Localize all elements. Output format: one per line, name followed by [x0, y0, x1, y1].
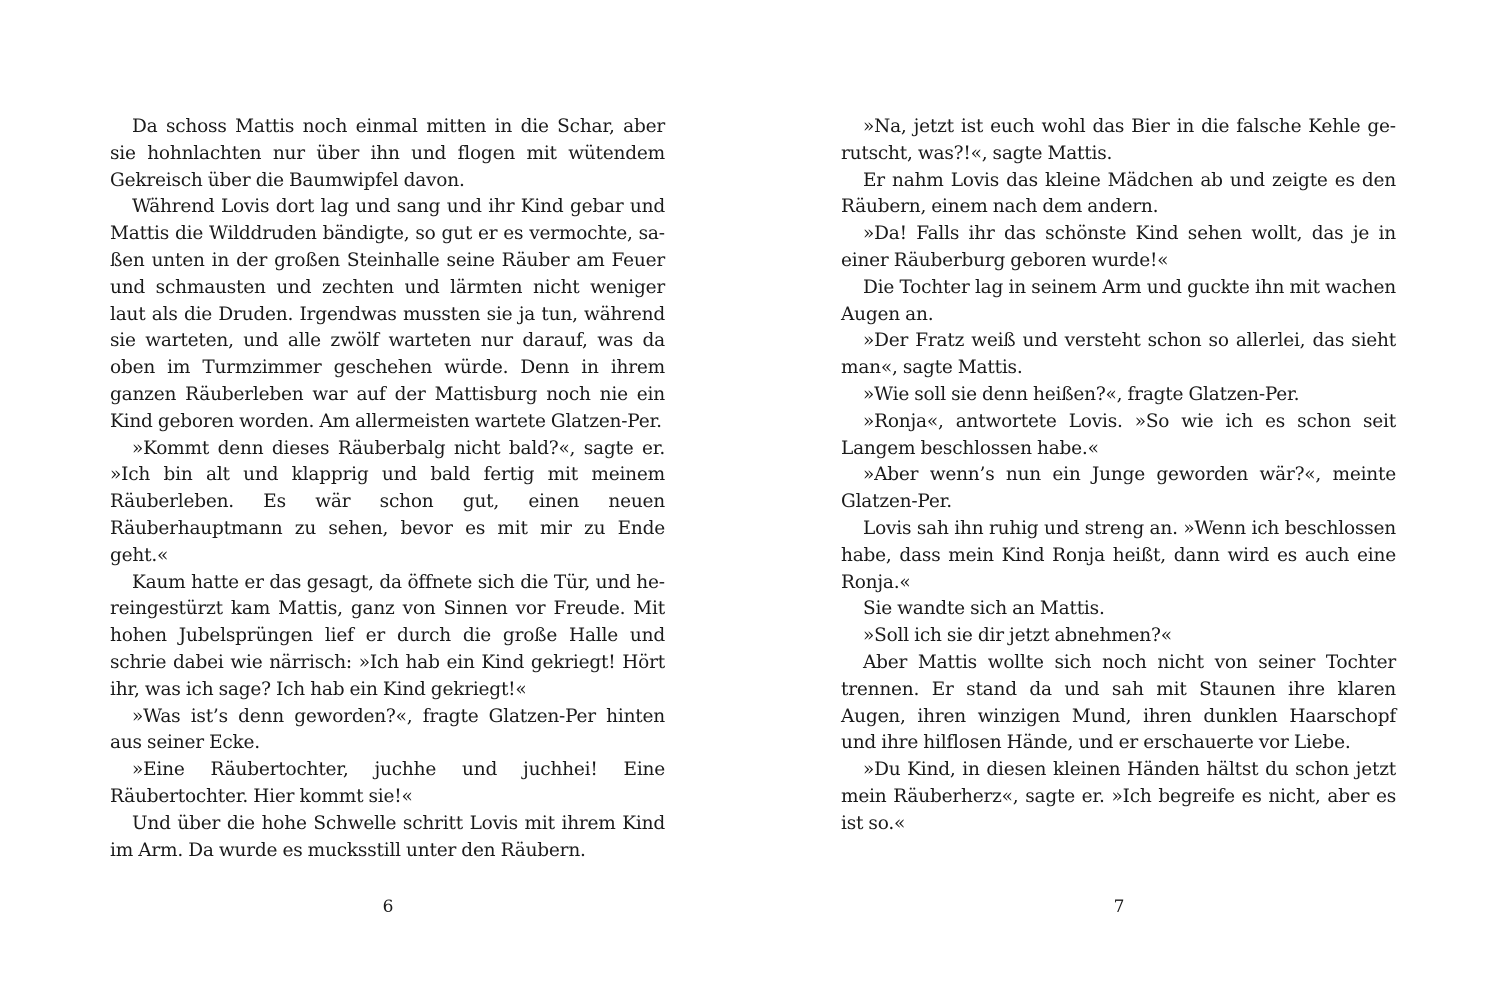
paragraph: »Da! Falls ihr das schönste Kind sehen wollt, das je in einer Räuberburg geboren wurde!«	[841, 223, 1396, 271]
paragraph: Aber Mattis wollte sich noch nicht von seiner Tochter trennen. Er stand da und sah mit Staunen ihre klaren Augen, ihren winzigen Mund, ihren dunklen Haarschopf und ihre hilflosen Hände, und er erschauerte vor Liebe.	[841, 651, 1396, 754]
paragraph: Kaum hatte er das gesagt, da öffnete sich die Tür, und hereingestürzt kam Mattis, ganz von Sinnen vor Freude. Mit hohen Jubelsprüngen lief er durch die große Halle und schrie dabei wie närrisch: »Ich hab ein Kind gekriegt! Hört ihr, was ich sage? Ich hab ein Kind gekriegt!«	[110, 571, 665, 700]
page-number: 6	[382, 897, 394, 917]
paragraph: Sie wandte sich an Mattis.	[863, 598, 1105, 620]
paragraph: Er nahm Lovis das kleine Mädchen ab und zeigte es den Räubern, einem nach dem andern.	[841, 169, 1396, 218]
page-number: 7	[1113, 897, 1125, 917]
paragraph: Während Lovis dort lag und sang und ihr Kind gebar und Mattis die Wilddruden bändigte, so gut er es vermochte, saßen unten in der großen Steinhalle seine Räuber am Feuer und schmausten und zechten und lärmten nicht weniger laut als die Druden. Irgendwas mussten sie ja tun, während sie warteten, und alle zwölf warteten nur darauf, was da oben im Turmzimmer geschehen würde. Denn in ihrem ganzen Räuberleben war auf der Mattisburg noch nie ein Kind geboren worden. Am allermeisten wartete Glatzen-Per.	[110, 196, 665, 432]
paragraph: Und über die hohe Schwelle schritt Lovis mit ihrem Kind im Arm. Da wurde es mucksstill unter den Räubern.	[110, 812, 665, 861]
left-page	[110, 114, 665, 864]
paragraph: Die Tochter lag in seinem Arm und guckte ihn mit wachen Augen an.	[841, 276, 1396, 325]
paragraph: »Na, jetzt ist euch wohl das Bier in die falsche Kehle gerutscht, was?!«, sagte Mattis.	[841, 116, 1396, 164]
paragraph: »Du Kind, in diesen kleinen Händen hältst du schon jetzt mein Räuberherz«, sagte er. »Ich begreife es nicht, aber es ist so.«	[841, 759, 1396, 834]
paragraph: »Der Fratz weiß und versteht schon so allerlei, das sieht man«, sagte Mattis.	[841, 330, 1396, 379]
paragraph: »Wie soll sie denn heißen?«, fragte Glatzen-Per.	[863, 383, 1300, 405]
right-page	[841, 114, 1396, 838]
paragraph: »Was ist’s denn geworden?«, fragte Glatzen-Per hinten aus seiner Ecke.	[110, 705, 665, 754]
paragraph: »Ronja«, antwortete Lovis. »So wie ich es schon seit Langem beschlossen habe.«	[841, 410, 1396, 459]
paragraph: Lovis sah ihn ruhig und streng an. »Wenn ich beschlossen habe, dass mein Kind Ronja heißt, dann wird es auch eine Ronja.«	[841, 517, 1396, 593]
paragraph: »Kommt denn dieses Räuberbalg nicht bald?«, sagte er. »Ich bin alt und klapprig und bald fertig mit meinem Räuberleben. Es wär schon gut, einen neuen Räuberhauptmann zu sehen, bevor es mit mir zu Ende geht.«	[110, 437, 665, 566]
paragraph: »Aber wenn’s nun ein Junge geworden wär?«, meinte Glatzen-Per.	[841, 464, 1396, 513]
paragraph: »Soll ich sie dir jetzt abnehmen?«	[863, 625, 1172, 647]
paragraph: »Eine Räubertochter, juchhe und juchhei! Eine Räubertochter. Hier kommt sie!«	[110, 759, 665, 807]
paragraph: Da schoss Mattis noch einmal mitten in die Schar, aber sie hohnlachten nur über ihn und flogen mit wütendem Gekreisch über die Baumwipfel davon.	[110, 116, 665, 191]
